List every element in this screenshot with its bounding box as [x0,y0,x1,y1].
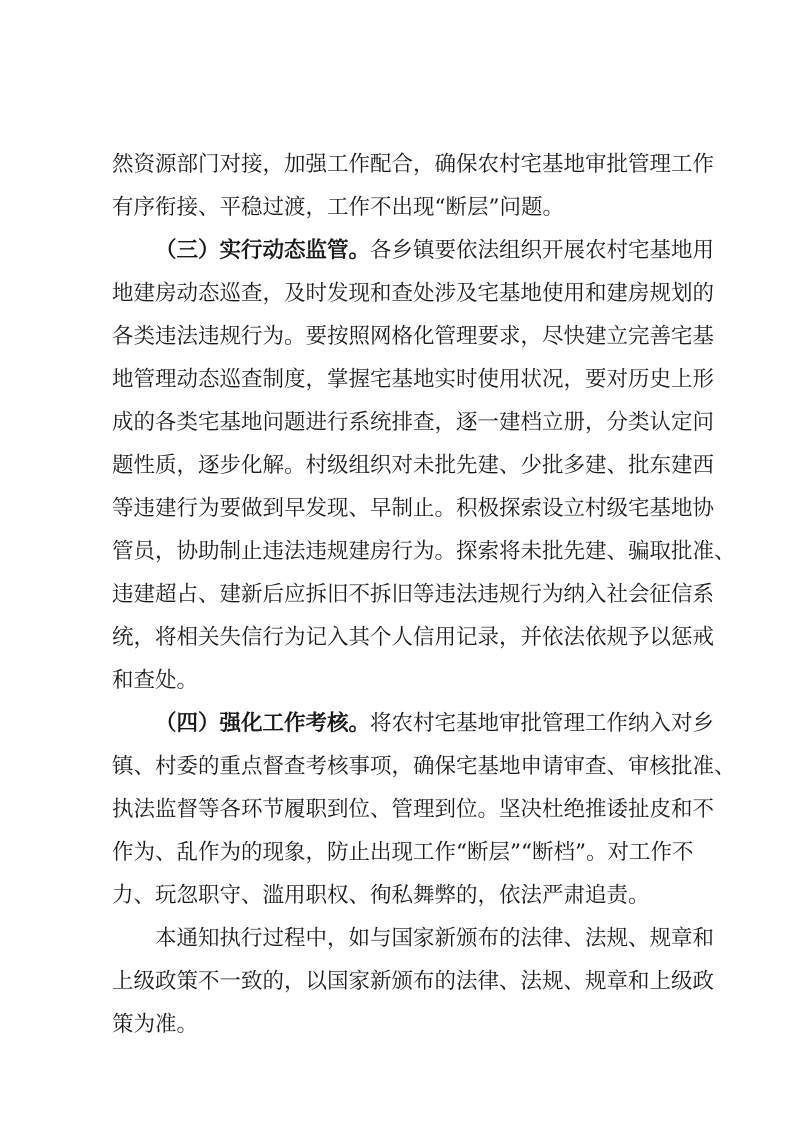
paragraph-2-line-9: 违建超占、建新后应拆旧不拆旧等违法违规行为纳入社会征信系 [112,582,715,607]
paragraph-2-line-11: 和查处。 [112,668,199,693]
paragraph-1-line-2: 有序衔接、平稳过渡，工作不出现“断层”问题。 [112,195,564,220]
paragraph-2-line-3: 各类违法违规行为。要按照网格化管理要求，尽快建立完善宅基 [112,324,715,349]
paragraph-2-line-4: 地管理动态巡查制度，掌握宅基地实时使用状况，要对历史上形 [112,367,715,392]
paragraph-4-line-2: 上级政策不一致的，以国家新颁布的法律、法规、规章和上级政 [112,969,715,994]
paragraph-2-line-1-text: 各乡镇要依法组织开展农村宅基地用 [370,238,715,263]
paragraph-2-line-2: 地建房动态巡查，及时发现和查处涉及宅基地使用和建房规划的 [112,281,715,306]
paragraph-2-line-6: 题性质，逐步化解。村级组织对未批先建、少批多建、批东建西 [112,453,715,478]
paragraph-2-line-7: 等违建行为要做到早发现、早制止。积极探索设立村级宅基地协 [112,496,715,521]
paragraph-3-line-1-text: 将农村宅基地审批管理工作纳入对乡 [370,711,715,736]
paragraph-2-line-5: 成的各类宅基地问题进行系统排查，逐一建档立册，分类认定问 [112,410,715,435]
section-3-heading: （三）实行动态监管。 [155,238,371,263]
paragraph-2-line-10: 统，将相关失信行为记入其个人信用记录，并依法依规予以惩戒 [112,625,715,650]
paragraph-3-line-5: 力、玩忽职守、滥用职权、徇私舞弊的，依法严肃追责。 [112,883,650,908]
paragraph-3-line-2: 镇、村委的重点督查考核事项，确保宅基地申请审查、审核批准、 [112,754,736,779]
paragraph-3-line-3: 执法监督等各环节履职到位、管理到位。坚决杜绝推诿扯皮和不 [112,797,715,822]
paragraph-2-line-1 [155,231,715,271]
section-4-heading: （四）强化工作考核。 [155,711,371,736]
paragraph-3-line-1 [155,704,715,744]
paragraph-4-line-3: 策为准。 [112,1012,199,1037]
paragraph-3-line-4: 作为、乱作为的现象，防止出现工作“断层”“断档”。对工作不 [112,840,694,865]
paragraph-2-line-8: 管员，协助制止违法违规建房行为。探索将未批先建、骗取批准、 [112,539,736,564]
paragraph-4-line-1: 本通知执行过程中，如与国家新颁布的法律、法规、规章和 [155,926,715,951]
paragraph-1-line-1: 然资源部门对接，加强工作配合，确保农村宅基地审批管理工作 [112,152,715,177]
